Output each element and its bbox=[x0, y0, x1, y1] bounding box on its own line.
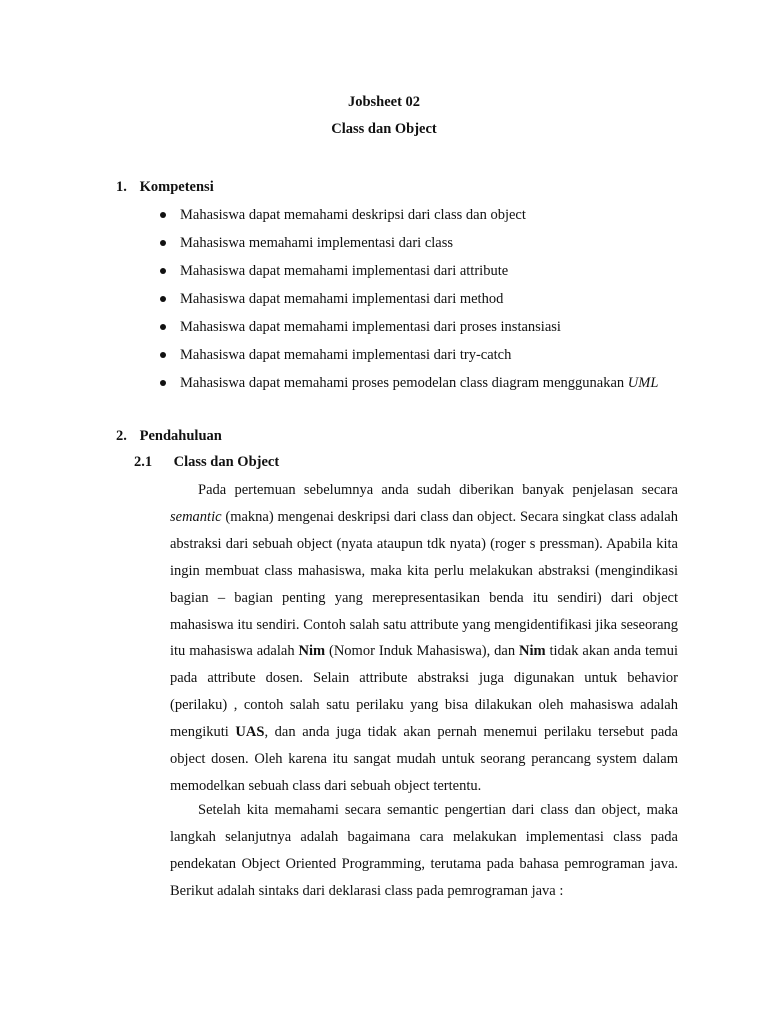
list-item: Mahasiswa dapat memahami implementasi dari method bbox=[160, 290, 720, 318]
list-item: Mahasiswa dapat memahami implementasi dari try-catch bbox=[160, 346, 720, 374]
list-item: Mahasiswa dapat memahami deskripsi dari class dan object bbox=[160, 206, 720, 234]
bullet-icon bbox=[160, 268, 166, 274]
paragraph-implementasi: Setelah kita memahami secara semantic pengertian dari class dan object, maka langkah selanjutnya adalah bagaimana cara melakukan implementasi class pada pendekatan Object Oriented Programming, terutama pada bahasa pemrograman java. Berikut adalah sintaks dari deklarasi class pada pemrograman java : bbox=[170, 802, 678, 899]
uml-term: UML bbox=[627, 375, 659, 391]
section-title: Pendahuluan bbox=[139, 428, 222, 444]
bullet-icon bbox=[160, 212, 166, 218]
section-number: 2. bbox=[116, 428, 127, 444]
bullet-icon bbox=[160, 324, 166, 330]
document-title: Jobsheet 02 bbox=[347, 94, 421, 110]
list-item: Mahasiswa dapat memahami implementasi dari attribute bbox=[160, 262, 720, 290]
section-heading-kompetensi bbox=[116, 179, 214, 196]
section-heading-pendahuluan bbox=[116, 428, 222, 445]
document-subtitle: Class dan Object bbox=[331, 121, 437, 137]
section-number: 1. bbox=[116, 179, 127, 195]
list-item: Mahasiswa dapat memahami proses pemodelan class diagram menggunakan UML bbox=[160, 374, 720, 402]
list-item: Mahasiswa memahami implementasi dari class bbox=[160, 234, 720, 262]
subsection-number: 2.1 bbox=[134, 454, 153, 470]
subsection-heading bbox=[134, 454, 279, 471]
competency-list bbox=[160, 206, 720, 402]
subsection-title: Class dan Object bbox=[173, 454, 280, 470]
bullet-icon bbox=[160, 352, 166, 358]
bullet-icon bbox=[160, 296, 166, 302]
list-item: Mahasiswa dapat memahami implementasi dari proses instansiasi bbox=[160, 318, 720, 346]
section-title: Kompetensi bbox=[139, 179, 214, 195]
paragraph-class-dan-object: Pada pertemuan sebelumnya anda sudah diberikan banyak penjelasan secara semantic (makna) mengenai deskripsi dari class dan object. Secara singkat class adalah abstraksi dari sebuah object (nyata ataupun tdk nyata) (roger s pressman). Apabila kita ingin membuat class mahasiswa, maka kita perlu melakukan abstraksi (mengindikasi bagian – bagian penting yang merepresentasikan benda itu sendiri) dari object mahasiswa itu sendiri. Contoh salah satu attribute yang mengidentifikasi jika seseorang itu mahasiswa adalah Nim (Nomor Induk Mahasiswa), dan Nim tidak akan anda temui pada attribute dosen. Selain attribute abstraksi juga digunakan untuk behavior (perilaku) , contoh salah satu perilaku yang bisa dilakukan oleh mahasiswa adalah mengikuti UAS, dan anda juga tidak akan pernah menemui perilaku tersebut pada object dosen. Oleh karena itu sangat mudah untuk seorang perancang system dalam memodelkan sebuah class dari sebuah object tertentu. bbox=[170, 482, 678, 794]
bullet-icon bbox=[160, 240, 166, 246]
bullet-icon bbox=[160, 380, 166, 386]
